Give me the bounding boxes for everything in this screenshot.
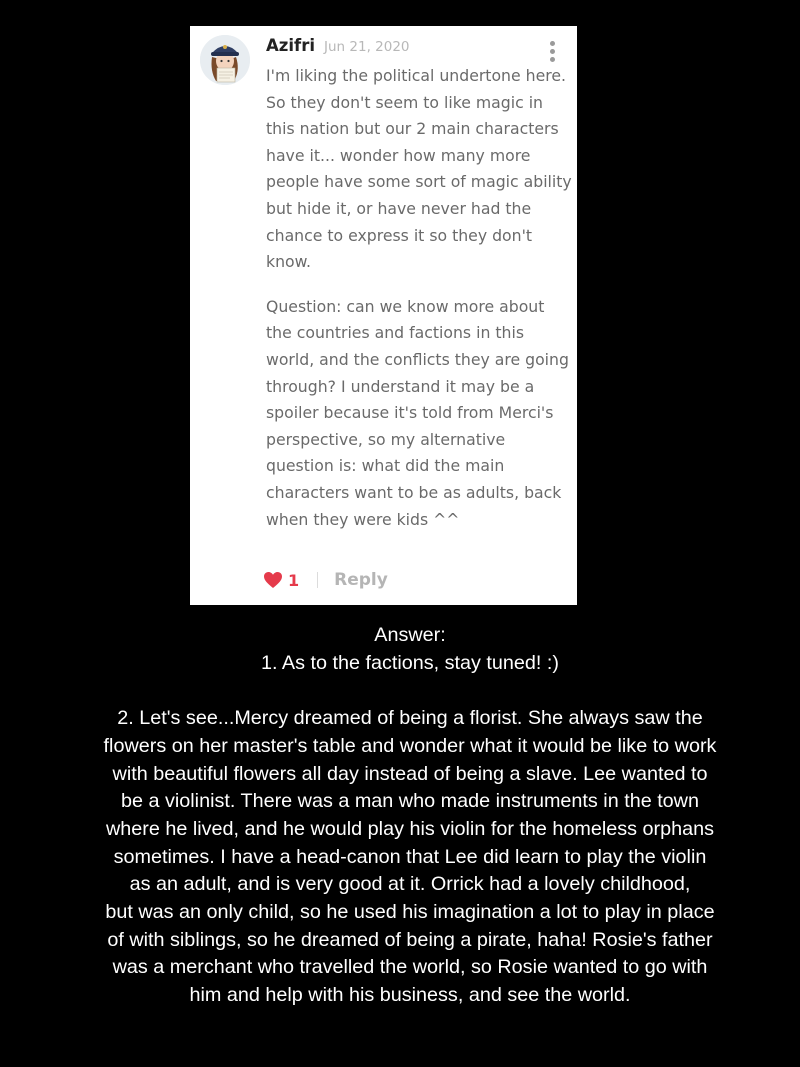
- comment-paragraph: I'm liking the political undertone here. So they don't seem to like magic in this nation but our 2 main characters have it... wonder how many more people have some sort of magic ability but hide it, or have never had the chance to express it so they don't know.: [266, 66, 572, 272]
- answer-line: was a merchant who travelled the world, so Rosie wanted to go with: [112, 956, 708, 979]
- comment-body: [266, 63, 574, 533]
- comment-card: [190, 26, 577, 605]
- username[interactable]: Azifri: [266, 36, 316, 55]
- avatar[interactable]: [200, 35, 250, 85]
- comment-date: Jun 21, 2020: [324, 39, 410, 55]
- answer-line: sometimes. I have a head-canon that Lee did learn to play the violin: [113, 845, 707, 868]
- answer-spacer: [14, 677, 800, 705]
- answer-line: flowers on her master's table and wonder what it would be like to work: [103, 734, 717, 757]
- answer-line: 2. Let's see...Mercy dreamed of being a florist. She always saw the: [117, 707, 703, 730]
- answer-line: with beautiful flowers all day instead of being a slave. Lee wanted to: [112, 762, 708, 785]
- answer-line: of with siblings, so he dreamed of being a pirate, haha! Rosie's father: [107, 928, 713, 951]
- action-divider: [317, 572, 318, 588]
- comment-paragraph: Question: can we know more about the countries and factions in this world, and the conflicts they are going through? I understand it may be a spoiler because it's told from Merci's perspective, so my alternative question is: what did the main characters want to be as adults, back when they were kids ^^: [266, 296, 569, 529]
- comment-actions: [263, 568, 388, 592]
- like-count: 1: [288, 570, 300, 590]
- answer-point-1: 1. As to the factions, stay tuned! :): [261, 651, 559, 674]
- answer-line: him and help with his business, and see the world.: [189, 984, 631, 1007]
- reply-button[interactable]: Reply: [334, 570, 388, 590]
- heart-icon: [263, 571, 283, 589]
- answer-line: but was an only child, so he used his imagination a lot to play in place: [105, 901, 715, 924]
- answer-heading: Answer:: [374, 624, 446, 646]
- answer-point-2: [14, 705, 800, 1010]
- comment-header: [266, 36, 410, 58]
- avatar-illustration: [200, 35, 250, 85]
- answer-line: be a violinist. There was a man who made instruments in the town: [121, 790, 699, 813]
- answer-text: [14, 622, 800, 1010]
- answer-line: as an adult, and is very good at it. Orrick had a lovely childhood,: [129, 873, 691, 896]
- like-button[interactable]: [263, 571, 299, 590]
- answer-line: where he lived, and he would play his violin for the homeless orphans: [105, 817, 715, 840]
- kebab-menu-icon[interactable]: [546, 39, 560, 63]
